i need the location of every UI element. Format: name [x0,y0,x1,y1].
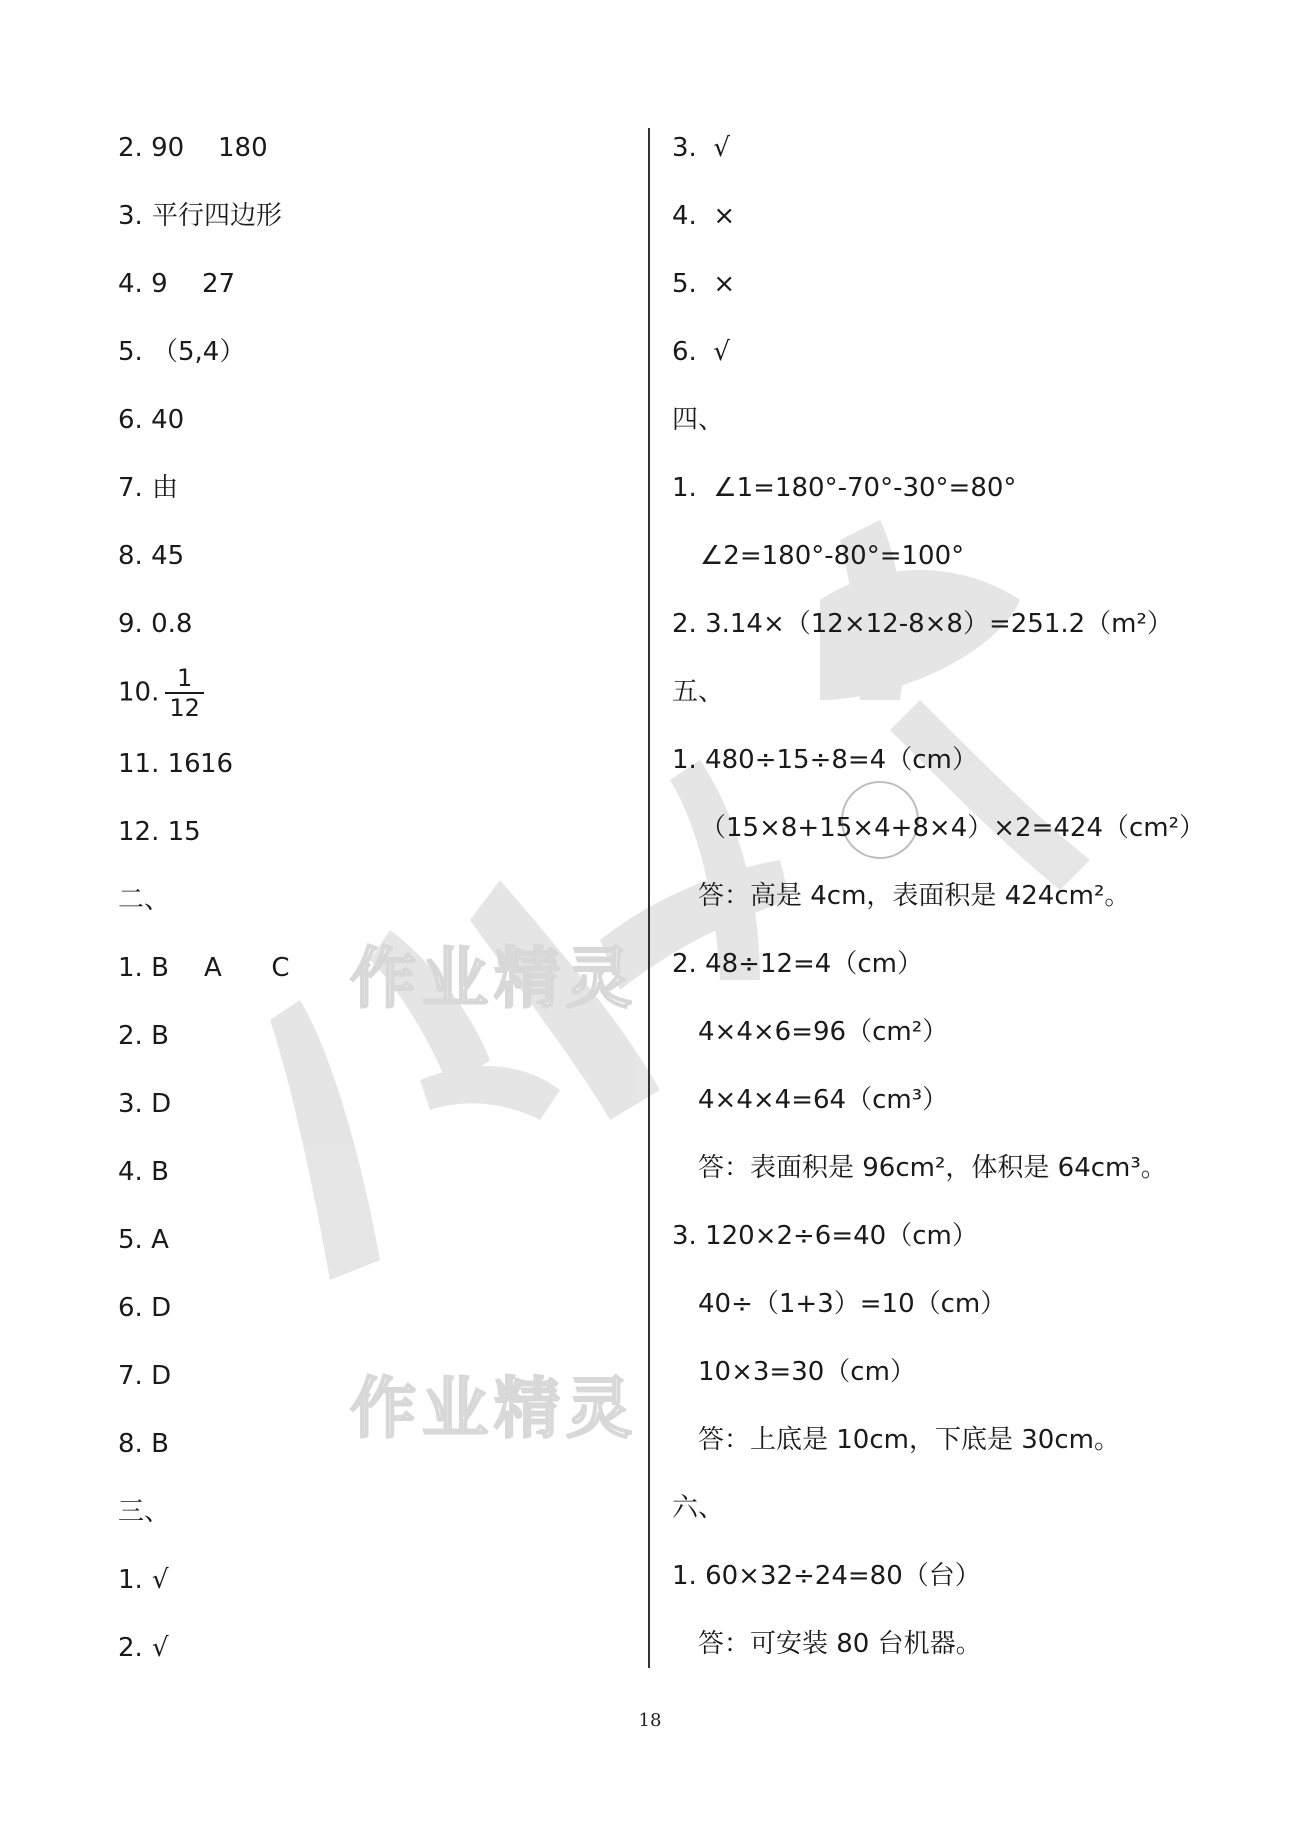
left-item-number: 10. $\frac{1}{12}$ [118,664,204,722]
right-item: 答：上底是 10cm，下底是 30cm。 [698,1425,1120,1455]
left-item-number: 3. [118,201,143,231]
left-item-answer: √ [152,1633,169,1663]
left-item-number: 11. 16 [118,749,201,779]
left-item-number: 2. B [118,1021,169,1051]
left-item-number: 三、 [118,1497,171,1527]
left-item-number: 9. 0.8 [118,609,193,639]
watermark-text: 作业精灵 [350,940,638,1017]
left-item-number: 12. 15 [118,817,201,847]
right-item: 答：高是 4cm，表面积是 424cm²。 [698,881,1131,911]
fraction [165,664,204,722]
left-item-answer: 16 [200,749,234,779]
left-item-number: 8. 45 [118,541,185,571]
right-item: 5. × [672,269,736,299]
left-item-answer: 平行四边形 [152,201,283,231]
left-item-answer: √ [152,1565,169,1595]
right-item: 五、 [672,677,725,707]
page-number: 18 [638,1710,662,1731]
left-item-number: 7. D [118,1361,172,1391]
right-item: 4. × [672,201,736,231]
left-item-answer: 180 [218,133,268,163]
left-item-number: 6. D [118,1293,172,1323]
right-item: 4×4×4=64（cm³） [698,1085,949,1115]
right-item: 答：表面积是 96cm²，体积是 64cm³。 [698,1153,1167,1183]
left-item-number: 1. [118,1565,143,1595]
left-item-answer: 27 [202,269,236,299]
watermark-text: 作业精灵 [350,1370,638,1447]
right-item: （15×8+15×4+8×4）×2=424（cm²） [700,813,1206,843]
left-item-number: 6. 40 [118,405,185,435]
left-item-number: 5. A [118,1225,169,1255]
right-item: 10×3=30（cm） [698,1357,916,1387]
right-item: 4×4×6=96（cm²） [698,1017,949,1047]
left-item-number: 2. [118,1633,143,1663]
column-divider [648,128,650,1668]
left-item-number: 二、 [118,885,171,915]
fraction-denominator: 12 [165,692,204,722]
left-item-number: 4. B [118,1157,169,1187]
right-item: 2. 3.14×（12×12-8×8）=251.2（m²） [672,609,1173,639]
right-item: 六、 [672,1493,725,1523]
right-item: 四、 [672,405,725,435]
left-item-answer: （5,4） [152,337,246,367]
right-item: 40÷（1+3）=10（cm） [698,1289,1007,1319]
right-item: 1. 480÷15÷8=4（cm） [672,745,978,775]
right-item: ∠2=180°-80°=100° [700,541,965,571]
left-item-number: 3. D [118,1089,172,1119]
right-item: 3. 120×2÷6=40（cm） [672,1221,978,1251]
right-item: 2. 48÷12=4（cm） [672,949,923,979]
right-item: 1. 60×32÷24=80（台） [672,1561,981,1591]
left-item-number: 2. 90 [118,133,185,163]
left-item-number: 8. B [118,1429,169,1459]
left-item-number: 1. B [118,953,169,983]
right-item: 1. ∠1=180°-70°-30°=80° [672,473,1017,503]
left-item-answer: 由 [152,473,179,503]
left-item-number: 4. 9 [118,269,168,299]
left-item-answer: A C [204,953,290,983]
fraction-numerator: 1 [176,664,193,692]
left-item-number: 7. [118,473,143,503]
left-item-number: 5. [118,337,143,367]
right-item: 答：可安装 80 台机器。 [698,1629,982,1659]
right-item: 6. √ [672,337,730,367]
right-item: 3. √ [672,133,730,163]
